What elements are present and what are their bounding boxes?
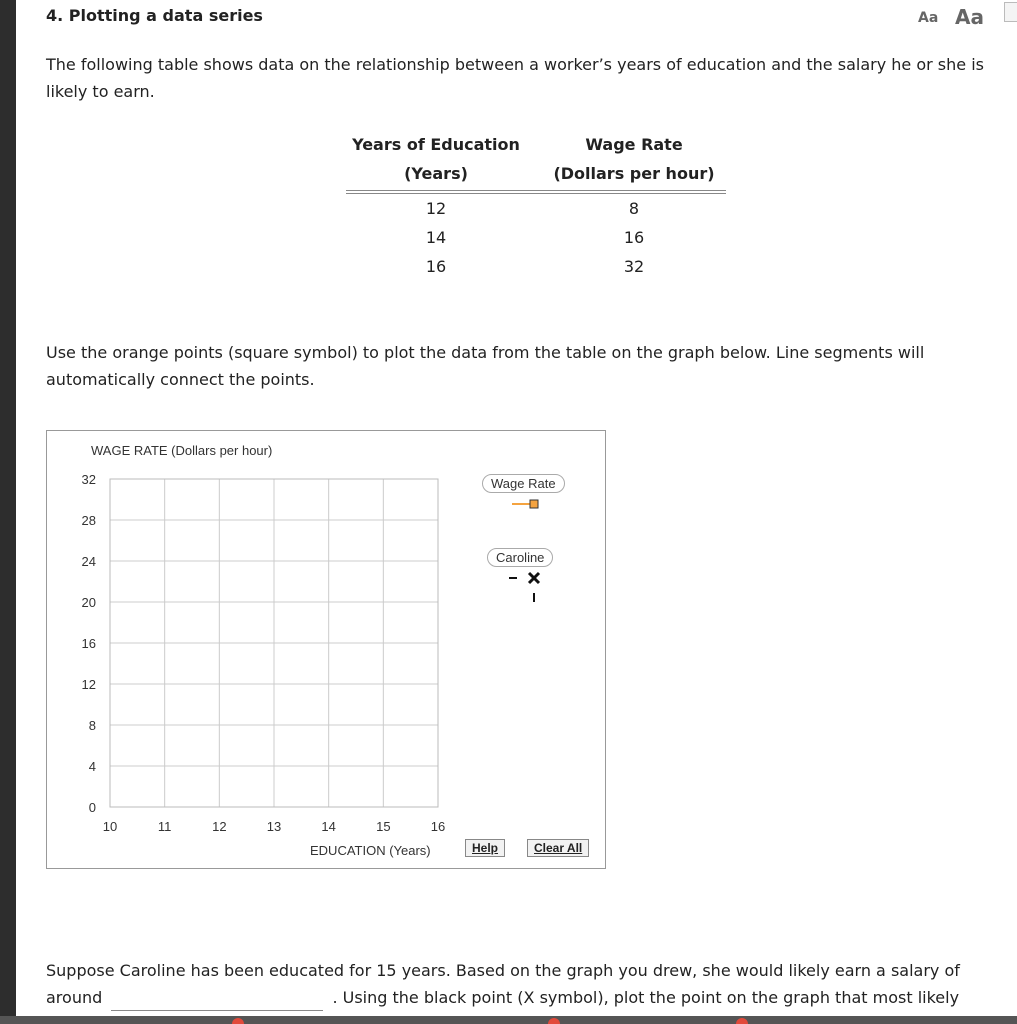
wage-rate-marker-icon[interactable]	[510, 497, 544, 511]
graph-panel	[46, 430, 606, 869]
followup-text-part2: . Using the black point (X symbol), plot the point on the graph that most likely	[332, 988, 960, 1007]
left-edge-bar	[0, 0, 16, 1024]
table-cell-wage: 16	[623, 228, 645, 247]
legend-wage-rate[interactable]: Wage Rate	[482, 474, 565, 493]
x-tick-label: 15	[376, 819, 391, 834]
legend-caroline[interactable]: Caroline	[487, 548, 553, 567]
taskbar-indicator	[232, 1018, 244, 1024]
increase-text-size-button[interactable]: Aa	[955, 5, 984, 29]
years-column-header: Years of Education (Years)	[352, 135, 520, 183]
y-tick-label: 8	[88, 718, 96, 733]
x-tick-label: 14	[321, 819, 336, 834]
wage-column-header: Wage Rate (Dollars per hour)	[553, 135, 715, 183]
y-tick-label: 24	[81, 554, 96, 569]
table-cell-wage: 32	[623, 257, 645, 276]
y-tick-label: 0	[88, 800, 96, 815]
taskbar-indicator	[548, 1018, 560, 1024]
x-tick-label: 10	[102, 819, 118, 834]
salary-answer-blank[interactable]	[111, 992, 323, 1011]
y-tick-label: 16	[81, 636, 96, 651]
document-icon[interactable]	[1004, 2, 1017, 22]
y-axis-label: WAGE RATE (Dollars per hour)	[91, 443, 273, 458]
caroline-x-marker-icon[interactable]	[505, 569, 545, 605]
followup-text-part1: Suppose Caroline has been educated for 15 years. Based on the graph you drew, she would likely earn a salary of around	[46, 961, 960, 1007]
bottom-taskbar	[0, 1016, 1017, 1024]
y-tick-label: 32	[81, 472, 96, 487]
x-axis-label: EDUCATION (Years)	[310, 843, 431, 858]
x-tick-label: 12	[212, 819, 227, 834]
question-title: 4. Plotting a data series	[46, 6, 263, 25]
table-cell-years: 12	[425, 199, 447, 218]
y-tick-label: 12	[81, 677, 96, 692]
taskbar-indicator	[736, 1018, 748, 1024]
clear-all-button[interactable]: Clear All	[527, 839, 589, 857]
y-tick-label: 28	[81, 513, 96, 528]
y-tick-label: 20	[81, 595, 96, 610]
followup-paragraph	[46, 957, 1016, 1011]
table-cell-wage: 8	[628, 199, 640, 218]
decrease-text-size-button[interactable]: Aa	[918, 10, 939, 26]
y-tick-label: 4	[88, 759, 96, 774]
question-content	[16, 0, 1017, 1024]
table-cell-years: 14	[425, 228, 447, 247]
x-tick-label: 16	[430, 819, 446, 834]
intro-paragraph: The following table shows data on the relationship between a worker’s years of education and the salary he or she is likely to earn.	[46, 55, 984, 101]
instructions-paragraph: Use the orange points (square symbol) to plot the data from the table on the graph below. Line segments will automatically connect the points.	[46, 343, 925, 389]
table-header-rule	[346, 190, 726, 194]
help-button[interactable]: Help	[465, 839, 505, 857]
x-tick-label: 11	[157, 819, 172, 834]
table-cell-years: 16	[425, 257, 447, 276]
plot-area[interactable]	[110, 479, 438, 807]
x-tick-label: 13	[266, 819, 282, 834]
